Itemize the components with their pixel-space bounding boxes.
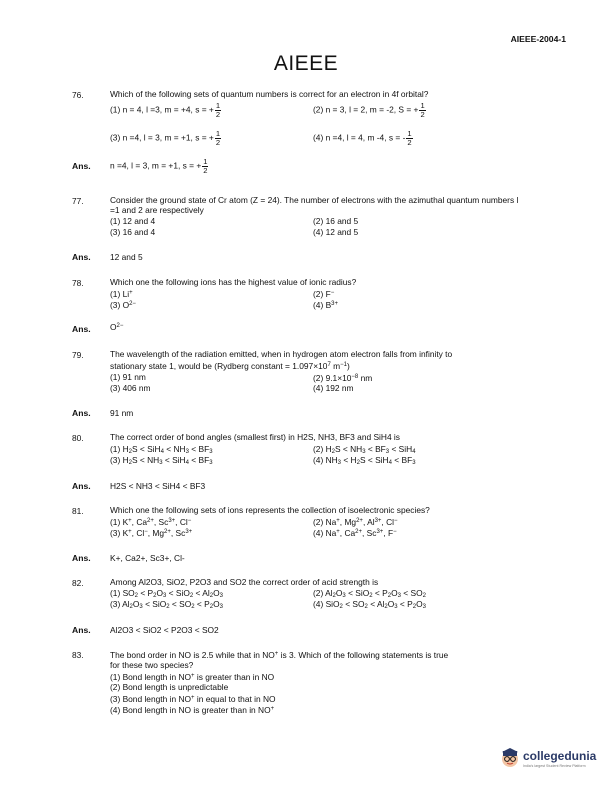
question-number: 79.	[72, 350, 84, 360]
option-2: (2) Bond length is unpredictable	[110, 682, 229, 692]
answer-label: Ans.	[72, 553, 91, 563]
page-title: AIEEE	[273, 52, 339, 75]
logo-tagline: India's largest Student Review Platform	[523, 763, 586, 768]
option-4: (4) $SiO_2 < SO_2 < Al_2O_3 < P_2O_3$	[313, 599, 426, 610]
option-1: (1) n = 4, l =3, m = +4, s = + $\frac{1}{2}$	[110, 101, 221, 119]
answer-label: Ans.	[72, 408, 91, 418]
option-3: (3) K+, Cl−, $Mg^{2+}$, $Sc^{3+}$	[110, 528, 193, 538]
option-3: (3) $O^{2-}$	[110, 300, 136, 310]
option-1: (1) Li+	[110, 289, 133, 299]
option-2: (2) $9.1\times 10^{-8}$ nm	[313, 373, 373, 383]
option-2: (2) Na+, $Mg^{2+}$, $Al^{3+}$, Cl−	[313, 517, 398, 527]
answer-text: n =4, l = 3, m = +1, s = + $\frac{1}{2}$	[110, 157, 208, 175]
option-4: (4) $NH_3 < H_2S < SiH_4 < BF_3$	[313, 455, 416, 466]
logo-name: collegedunia	[523, 748, 597, 763]
answer-label: Ans.	[72, 625, 91, 635]
option-4: (4) n =4, l = 4, m -4, s = - $\frac{1}{2}$	[313, 129, 412, 147]
question-text: Which of the following sets of quantum numbers is correct for an electron in 4f orbital?	[110, 89, 429, 99]
option-2: (2) n = 3, l = 2, m = -2, S = + $\frac{1}{2}$	[313, 101, 425, 119]
answer-label: Ans.	[72, 324, 91, 334]
question-text-line: stationary state 1, would be (Rydberg constant = $1.097\times 10^7$ $m^{-1}$)	[110, 361, 350, 371]
answer-text: H2S < NH3 < SiH4 < BF3	[110, 481, 206, 491]
answer-label: Ans.	[72, 161, 91, 171]
option-3: (3) $H_2S < NH_3 < SiH_4 < BF_3$	[110, 455, 213, 466]
option-4: (4) Na+, $Ca^{2+}$, $Sc^{3+}$, F−	[313, 528, 397, 538]
option-1: (1) $H_2S < SiH_4 < NH_3 < BF_3$	[110, 444, 213, 455]
question-text: Among Al2O3, SiO2, P2O3 and SO2 the correct order of acid strength is	[110, 577, 379, 587]
question-text: Consider the ground state of Cr atom (Z = 24). The number of electrons with the azimuthal quantum numbers l =1 and 2 are respectively	[110, 195, 519, 215]
option-3: (3) 16 and 4	[110, 227, 156, 237]
question-number: 80.	[72, 433, 84, 443]
option-3: (3) 406 nm	[110, 383, 151, 393]
answer-text: Al2O3 < SiO2 < P2O3 < SO2	[110, 625, 219, 635]
answer-label: Ans.	[72, 252, 91, 262]
option-2: (2) $Al_2O_3 < SiO_2 < P_2O_3 < SO_2$	[313, 588, 426, 599]
question-text-line: The bond order in NO is 2.5 while that in NO+ is 3. Which of the following statements is true	[110, 650, 449, 660]
question-number: 77.	[72, 196, 84, 206]
option-3: (3) Bond length in NO+ in equal to that in NO	[110, 694, 276, 704]
question-number: 76.	[72, 90, 84, 100]
question-text: Which one the following sets of ions represents the collection of isoelectronic species?	[110, 505, 430, 515]
option-1: (1) 91 nm	[110, 372, 146, 382]
page-code: AIEEE-2004-1	[510, 34, 566, 44]
option-3: (3) $Al_2O_3 < SiO_2 < SO_2 < P_2O_3$	[110, 599, 223, 610]
option-1: (1) Bond length in NO+ is greater than in NO	[110, 672, 275, 682]
mascot-icon	[500, 748, 520, 768]
option-4: (4) Bond length in NO is greater than in NO+	[110, 705, 275, 715]
option-2: (2) 16 and 5	[313, 216, 359, 226]
answer-text: 12 and 5	[110, 252, 143, 262]
question-number: 82.	[72, 578, 84, 588]
answer-text: K+, Ca2+, Sc3+, Cl-	[110, 553, 185, 563]
answer-text: $O^{2-}$	[110, 322, 124, 332]
question-number: 83.	[72, 650, 84, 660]
question-text-line: for these two species?	[110, 660, 194, 670]
option-1: (1) K+, $Ca^{2+}$, $Sc^{3+}$, Cl−	[110, 517, 192, 527]
option-1: (1) $SO_2 < P_2O_3 < SiO_2 < Al_2O_3$	[110, 588, 223, 599]
option-1: (1) 12 and 4	[110, 216, 156, 226]
collegedunia-logo	[500, 748, 596, 768]
option-3: (3) n =4, l = 3, m = +1, s = + $\frac{1}{2}$	[110, 129, 221, 147]
question-text: Which one the following ions has the highest value of ionic radius?	[110, 277, 357, 287]
question-text: The correct order of bond angles (smallest first) in H2S, NH3, BF3 and SiH4 is	[110, 432, 400, 442]
question-number: 81.	[72, 506, 84, 516]
question-text-line: The wavelength of the radiation emitted, when in hydrogen atom electron falls from infinity to	[110, 349, 453, 359]
option-4: (4) 12 and 5	[313, 227, 359, 237]
option-4: (4) $B^{3+}$	[313, 300, 338, 310]
option-2: (2) $H_2S < NH_3 < BF_3 < SiH_4$	[313, 444, 416, 455]
option-2: (2) F−	[313, 289, 335, 299]
option-4: (4) 192 nm	[313, 383, 354, 393]
answer-text: 91 nm	[110, 408, 134, 418]
question-number: 78.	[72, 278, 84, 288]
answer-label: Ans.	[72, 481, 91, 491]
